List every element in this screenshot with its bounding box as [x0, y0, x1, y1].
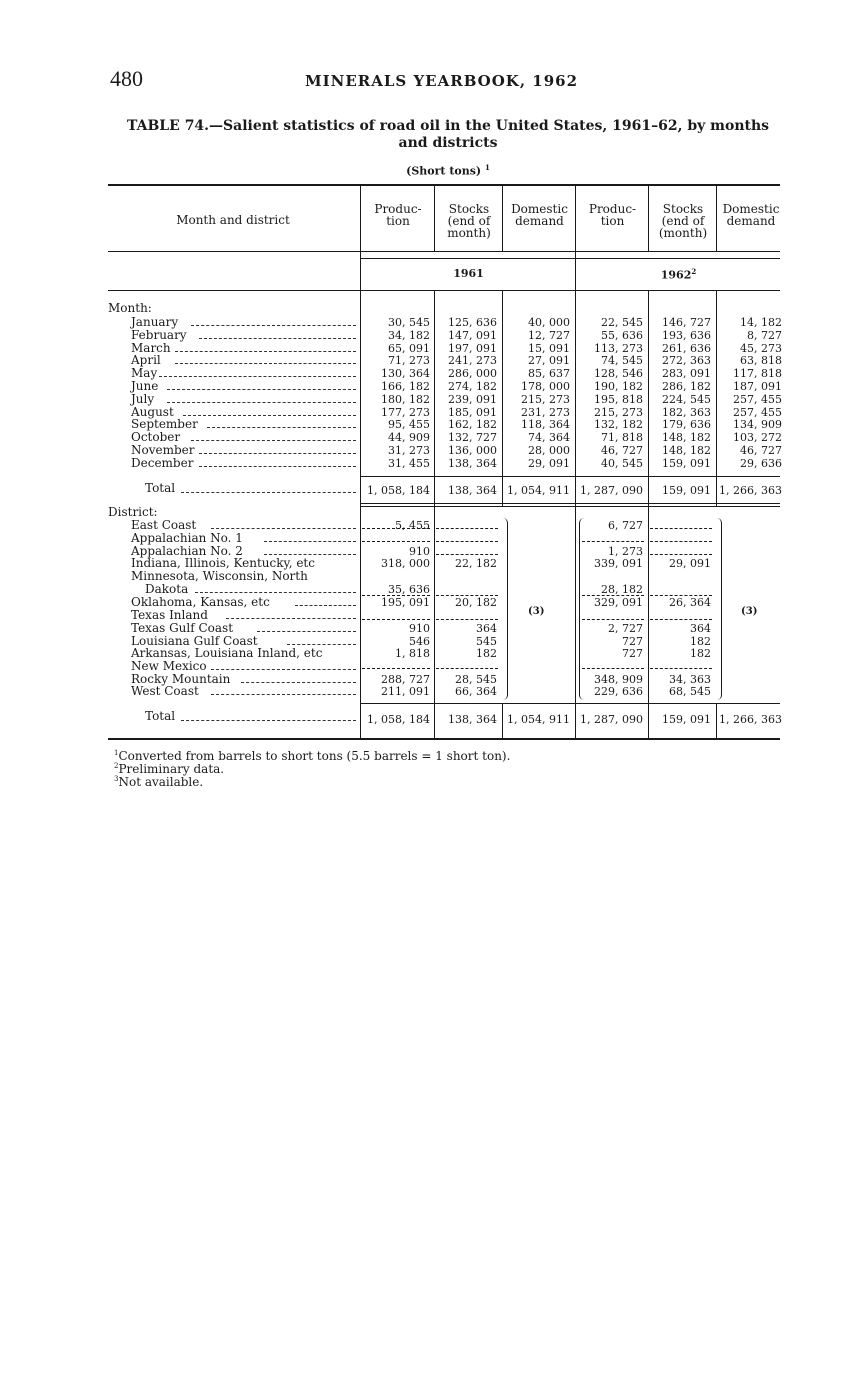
table-cell: 910: [409, 622, 430, 635]
col-header-stocks-1961: [436, 203, 502, 239]
total-cell: 1, 266, 363: [719, 713, 782, 726]
table-cell: 224, 545: [662, 392, 711, 406]
leader-dots: [175, 363, 356, 364]
table-cell: 128, 546: [594, 367, 643, 381]
col-header-line: tion: [600, 214, 625, 228]
col-rule-4: [575, 186, 576, 738]
table-cell: 125, 636: [448, 316, 497, 329]
district-label: Appalachian No. 1: [131, 531, 243, 545]
year-split-rule: [360, 258, 780, 259]
table-cell: 130, 364: [381, 367, 430, 381]
table-cell: 30, 545: [388, 316, 430, 329]
month-label: October: [131, 430, 181, 445]
month-section-label: Month:: [108, 301, 152, 315]
table-cell: 34, 363: [669, 673, 711, 686]
leader-dots: [211, 694, 356, 695]
footnote-text: Converted from barrels to short tons (5.5 barrels = 1 short ton).: [118, 749, 511, 763]
table-cell: 15, 091: [528, 341, 570, 355]
footnote-mark: 2: [114, 762, 119, 770]
table-bottom-rule: [108, 738, 780, 740]
dash-separator: [436, 528, 498, 529]
table-cell: 197, 091: [448, 341, 497, 355]
table-cell: 27, 091: [528, 354, 570, 368]
district-label: Appalachian No. 2: [131, 544, 243, 558]
table-title-line2: and districts: [398, 135, 498, 151]
col-rule-6c: [716, 703, 717, 738]
table-top-rule: [108, 184, 780, 186]
dash-separator: [650, 668, 712, 669]
table-cell: 187, 091: [733, 380, 782, 393]
dash-separator: [362, 595, 430, 596]
table-cell: 178, 000: [521, 380, 570, 393]
month-label: December: [131, 455, 194, 470]
month-total-bottom-rule: [360, 503, 780, 504]
district-label: New Mexico: [131, 659, 207, 673]
col-header-stocks-1962: [650, 203, 716, 239]
leader-dots: [211, 669, 356, 670]
leader-dots: [211, 528, 356, 529]
table-cell: 28, 000: [528, 444, 570, 457]
district-label: Dakota: [145, 582, 189, 596]
table-cell: 272, 363: [662, 354, 711, 368]
col-header-line: Domestic: [722, 202, 780, 216]
col-rule-5b: [648, 291, 649, 738]
stub-header: Month and district: [176, 213, 290, 227]
leader-dots: [264, 554, 356, 555]
col-header-line: Produc-: [374, 202, 422, 216]
col-header-line: Stocks: [448, 202, 490, 216]
unit-text: (Short tons): [406, 164, 482, 178]
leader-dots: [241, 682, 356, 683]
footnote-mark: 3: [114, 775, 119, 783]
table-cell: 66, 364: [455, 685, 497, 698]
col-header-line: (end of: [447, 214, 491, 228]
table-cell: 29, 636: [740, 456, 782, 470]
col-header-line: Stocks: [662, 202, 704, 216]
running-head: MINERALS YEARBOOK, 1962: [305, 72, 579, 90]
leader-dots: [264, 541, 356, 542]
year-label-1962: [577, 267, 780, 282]
table-cell: 195, 091: [381, 596, 430, 609]
table-cell: 910: [409, 545, 430, 558]
table-cell: 12, 727: [528, 328, 570, 342]
dash-separator: [582, 541, 644, 542]
table-title-line1: TABLE 74.—Salient statistics of road oil in the United States, 1961–62, by months: [126, 118, 770, 134]
brace-1961-demand: [503, 518, 508, 700]
year-1962-footnote-mark: 2: [691, 267, 697, 276]
table-cell: 329, 091: [594, 596, 643, 609]
district-label: Texas Inland: [131, 608, 208, 622]
leader-dots: [181, 720, 356, 721]
dash-separator: [436, 541, 498, 542]
table-cell: 545: [476, 635, 497, 648]
table-cell: 1, 818: [395, 647, 430, 660]
leader-dots: [195, 592, 356, 593]
dash-separator: [436, 595, 498, 596]
brace-1962-demand: [717, 518, 722, 700]
table-cell: 283, 091: [662, 367, 711, 381]
table-cell: 118, 364: [521, 418, 570, 432]
footnote-text: Not available.: [118, 775, 204, 789]
header-bottom-rule: [108, 251, 780, 252]
table-cell: 286, 182: [662, 380, 711, 393]
table-cell: 179, 636: [662, 418, 711, 432]
table-cell: 162, 182: [448, 418, 497, 432]
footnote-mark: 1: [114, 749, 119, 757]
table-cell: 182: [690, 647, 711, 660]
table-cell: 65, 091: [388, 341, 430, 355]
table-cell: 138, 364: [448, 456, 497, 470]
leader-dots: [159, 376, 356, 377]
table-cell: 193, 636: [662, 328, 711, 342]
leader-dots: [207, 427, 356, 428]
col-rule-3c: [502, 703, 503, 738]
col-rule-6: [716, 186, 717, 252]
month-total-top-rule: [360, 476, 780, 477]
table-cell: 2, 727: [608, 622, 643, 635]
table-cell: 364: [690, 622, 711, 635]
table-cell: 239, 091: [448, 392, 497, 406]
year-label-1961: 1961: [453, 267, 484, 280]
table-cell: 20, 182: [455, 596, 497, 609]
total-cell: 1, 058, 184: [367, 713, 430, 726]
month-label: November: [131, 443, 195, 457]
district-section-label: District:: [108, 505, 158, 519]
leader-dots: [287, 644, 356, 645]
table-cell: 190, 182: [594, 380, 643, 393]
month-label: February: [131, 327, 187, 342]
table-cell: 28, 182: [601, 583, 643, 596]
month-label: April: [131, 353, 161, 368]
dash-separator: [650, 528, 712, 529]
dash-separator: [650, 554, 712, 555]
total-cell: 1, 266, 363: [719, 484, 782, 497]
district-label: Indiana, Illinois, Kentucky, etc: [131, 556, 315, 570]
table-cell: 31, 273: [388, 444, 430, 457]
table-cell: 211, 091: [381, 685, 430, 698]
leader-dots: [199, 453, 356, 454]
table-cell: 257, 455: [733, 392, 782, 406]
table-cell: 182, 363: [662, 405, 711, 419]
total-cell: 1, 287, 090: [580, 484, 643, 497]
col-header-line: (end of: [661, 214, 705, 228]
col-header-line: month): [447, 226, 491, 240]
col-header-line: demand: [726, 214, 776, 228]
table-cell: 85, 637: [528, 367, 570, 381]
table-cell: 148, 182: [662, 444, 711, 457]
table-cell: 113, 273: [594, 341, 643, 355]
not-available-1961: (3): [528, 606, 545, 617]
dash-separator: [436, 554, 498, 555]
col-header-demand-1961: [504, 203, 575, 227]
table-cell: 159, 091: [662, 456, 711, 470]
district-label: East Coast: [131, 518, 197, 532]
dash-separator: [650, 595, 712, 596]
table-cell: 26, 364: [669, 596, 711, 609]
table-cell: 286, 000: [448, 367, 497, 381]
unit-footnote-mark: 1: [484, 163, 490, 172]
col-rule-2: [434, 186, 435, 252]
leader-dots: [167, 402, 356, 403]
table-cell: 31, 455: [388, 456, 430, 470]
dash-separator: [362, 668, 430, 669]
table-cell: 29, 091: [669, 557, 711, 570]
table-cell: 63, 818: [740, 354, 782, 368]
table-cell: 117, 818: [733, 367, 782, 381]
table-cell: 136, 000: [448, 444, 497, 457]
table-cell: 22, 545: [601, 316, 643, 329]
month-label: May: [131, 366, 158, 381]
dash-separator: [436, 619, 498, 620]
leader-dots: [181, 492, 356, 493]
col-rule-3: [502, 186, 503, 252]
table-cell: 55, 636: [601, 328, 643, 342]
table-cell: 103, 272: [733, 431, 782, 445]
col-header-demand-1962: [718, 203, 784, 227]
table-cell: 288, 727: [381, 673, 430, 686]
col-header-prod-1962: [577, 203, 648, 227]
table-cell: 1, 273: [608, 545, 643, 558]
dash-separator: [362, 541, 430, 542]
leader-dots: [183, 415, 356, 416]
month-label: August: [131, 404, 174, 419]
table-cell: 215, 273: [594, 405, 643, 419]
table-cell: 46, 727: [601, 444, 643, 457]
table-cell: 274, 182: [448, 380, 497, 393]
table-cell: 5, 455: [395, 519, 430, 532]
col-rule-1: [360, 186, 361, 738]
table-cell: 29, 091: [528, 456, 570, 470]
leader-dots: [199, 466, 356, 467]
table-cell: 74, 545: [601, 354, 643, 368]
year-bottom-rule: [108, 290, 780, 291]
table-cell: 727: [622, 635, 643, 648]
table-cell: 35, 636: [388, 583, 430, 596]
dash-separator: [436, 668, 498, 669]
unit-note: [108, 163, 788, 178]
table-cell: 348, 909: [594, 673, 643, 686]
col-header-line: Produc-: [588, 202, 637, 216]
month-label: September: [131, 417, 198, 432]
total-cell: 159, 091: [662, 484, 711, 497]
table-cell: 261, 636: [662, 341, 711, 355]
table-cell: 257, 455: [733, 405, 782, 419]
table-cell: 22, 182: [455, 557, 497, 570]
table-cell: 6, 727: [608, 519, 643, 532]
district-total-top-rule: [360, 703, 780, 704]
table-cell: 339, 091: [594, 557, 643, 570]
total-cell: 1, 054, 911: [507, 713, 570, 726]
col-rule-3b: [502, 291, 503, 507]
leader-dots: [199, 338, 356, 339]
table-cell: 215, 273: [521, 392, 570, 406]
table-title: [108, 118, 788, 152]
district-total-label: Total: [145, 709, 176, 723]
table-cell: 166, 182: [381, 380, 430, 393]
total-cell: 138, 364: [448, 713, 497, 726]
footnote-text: Preliminary data.: [118, 762, 225, 776]
table-cell: 40, 545: [601, 456, 643, 470]
month-total-label: Total: [145, 481, 176, 495]
col-header-line: tion: [386, 214, 410, 228]
table-cell: 40, 000: [528, 316, 570, 329]
total-cell: 138, 364: [448, 484, 497, 497]
table-cell: 182: [476, 647, 497, 660]
dash-separator: [582, 668, 644, 669]
leader-dots: [175, 351, 356, 352]
leader-dots: [295, 605, 356, 606]
table-cell: 132, 182: [594, 418, 643, 432]
leader-dots: [167, 389, 356, 390]
leader-dots: [191, 440, 356, 441]
table-cell: 231, 273: [521, 405, 570, 419]
month-label: January: [131, 315, 179, 329]
table-cell: 180, 182: [381, 392, 430, 406]
total-cell: 159, 091: [662, 713, 711, 726]
leader-dots: [191, 325, 356, 326]
table-cell: 185, 091: [448, 405, 497, 419]
table-cell: 318, 000: [381, 557, 430, 570]
brace-1962-prod-left: [579, 518, 584, 700]
table-cell: 177, 273: [381, 405, 430, 419]
col-header-line: demand: [515, 214, 564, 228]
table-cell: 146, 727: [662, 316, 711, 329]
dash-separator: [650, 541, 712, 542]
table-cell: 546: [409, 635, 430, 648]
col-rule-2b: [434, 291, 435, 738]
dash-separator: [362, 528, 430, 529]
district-label: West Coast: [131, 684, 199, 698]
month-total-bottom-rule2: [360, 506, 780, 507]
district-label: Texas Gulf Coast: [131, 621, 234, 635]
table-cell: 148, 182: [662, 431, 711, 445]
table-cell: 229, 636: [594, 685, 643, 698]
district-label: Minnesota, Wisconsin, North: [131, 569, 308, 583]
table-cell: 8, 727: [747, 328, 782, 342]
table-cell: 44, 909: [388, 431, 430, 445]
table-cell: 74, 364: [528, 431, 570, 445]
total-cell: 1, 287, 090: [580, 713, 643, 726]
table-cell: 28, 545: [455, 673, 497, 686]
table-cell: 45, 273: [740, 341, 782, 355]
table-cell: 95, 455: [388, 418, 430, 432]
table-cell: 132, 727: [448, 431, 497, 445]
col-header-prod-1961: [362, 203, 434, 227]
month-label: March: [131, 340, 171, 355]
table-cell: 34, 182: [388, 328, 430, 342]
col-rule-5: [648, 186, 649, 252]
leader-dots: [257, 631, 356, 632]
year-1962-text: 1962: [660, 268, 692, 282]
table-cell: 727: [622, 647, 643, 660]
district-label: Arkansas, Louisiana Inland, etc: [131, 646, 323, 660]
total-cell: 1, 058, 184: [367, 484, 430, 497]
month-label: June: [131, 379, 159, 393]
table-cell: 241, 273: [448, 354, 497, 368]
table-cell: 14, 182: [740, 316, 782, 329]
col-header-line: (month): [658, 226, 708, 240]
table-cell: 195, 818: [594, 392, 643, 406]
table-cell: 71, 273: [388, 354, 430, 368]
table-cell: 147, 091: [448, 328, 497, 342]
table-cell: 68, 545: [669, 685, 711, 698]
col-header-line: Domestic: [511, 202, 568, 216]
district-label: Louisiana Gulf Coast: [131, 634, 258, 648]
dash-separator: [362, 619, 430, 620]
district-label: Oklahoma, Kansas, etc: [131, 595, 270, 609]
col-rule-6b: [716, 291, 717, 507]
table-cell: 46, 727: [740, 444, 782, 457]
dash-separator: [582, 595, 644, 596]
month-label: July: [131, 391, 155, 406]
not-available-1962: (3): [741, 606, 758, 617]
leader-dots: [226, 618, 356, 619]
footnote: [114, 773, 203, 789]
table-cell: 182: [690, 635, 711, 648]
dash-separator: [582, 619, 644, 620]
page-number: 480: [110, 66, 143, 91]
total-cell: 1, 054, 911: [507, 484, 570, 497]
table-cell: 134, 909: [733, 418, 782, 432]
table-cell: 364: [476, 622, 497, 635]
district-label: Rocky Mountain: [131, 672, 231, 686]
dash-separator: [650, 619, 712, 620]
table-cell: 71, 818: [601, 431, 643, 445]
